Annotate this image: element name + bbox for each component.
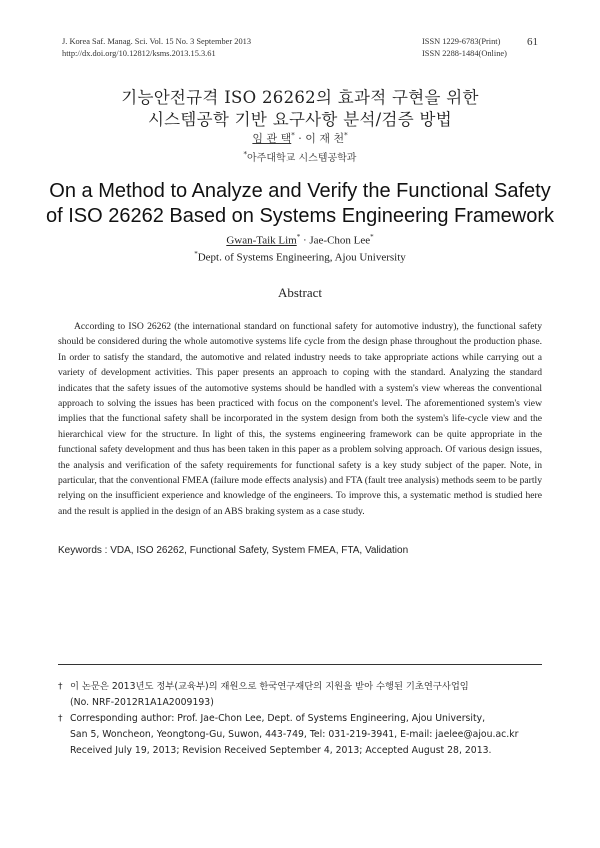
english-authors [0, 233, 600, 247]
footnote-divider [58, 664, 542, 665]
korean-affil-mark: * [243, 150, 248, 159]
english-author1-mark: * [296, 233, 301, 241]
english-author2: Jae-Chon Lee [309, 234, 371, 247]
footnote-corresponding-line2: San 5, Woncheon, Yeongtong-Gu, Suwon, 443-749, Tel: 031-219-3941, E-mail: jaelee@ajou.ac.kr [70, 729, 519, 741]
abstract-body: According to ISO 26262 (the international standard on functional safety for automotive industry), the functional safety should be considered during the whole automotive systems life cycle from the design phase throughout the production phase. In order to satisfy the standard, the automotive and related industry needs to take appropriate actions while carrying out a variety of development activities. This paper presents an approach to coping with the standard. Analyzing the standard indicates that the safety issues of the automotive systems should be handled with a system's view whereas the conventional approach to solving the issues has been practiced with focus on the component's level. The aforementioned system's view implies that the functional safety shall be incorporated in the system design from both the system's life-cycle view and the hierarchical view for the structure. In light of this, the systems engineering framework can be quite appropriate in the functional safety development and thus has been taken in this paper as a problem solving approach. Of various design issues, the analysis and verification of the safety requirements for functional safety is a key study subject of the paper. Note, in particular, that the conventional FMEA (failure mode effects analysis) and FTA (fault tree analysis) methods seem to be partly relying on the insufficient experience and knowledge of the engineers. To improve this, a systematic method is studied here and the result is applied in the design of an ABS braking system as a case study. [58, 321, 542, 517]
korean-author1-mark: * [291, 131, 295, 140]
english-affil-mark: * [194, 250, 198, 258]
korean-author1: 임 관 택 [252, 132, 292, 145]
korean-title-line2: 시스템공학 기반 요구사항 분석/검증 방법 [147, 110, 453, 129]
english-affiliation [0, 250, 600, 264]
abstract-heading: Abstract [277, 285, 323, 300]
footnote-funding-line1: 이 논문은 2013년도 정부(교육부)의 재원으로 한국연구재단의 지원을 받아 수행된 기초연구사업임 [70, 681, 469, 692]
footnote-funding [58, 679, 548, 711]
issn-online: ISSN 2288-1484(Online) [422, 49, 507, 58]
keywords: Keywords : VDA, ISO 26262, Functional Safety, System FMEA, FTA, Validation [58, 545, 409, 556]
issn-print: ISSN 1229-6783(Print) [422, 37, 501, 46]
korean-authors [0, 130, 600, 146]
journal-citation: J. Korea Saf. Manag. Sci. Vol. 15 No. 3 September 2013 [62, 37, 252, 46]
running-header-right [422, 36, 507, 60]
english-title-line2: of ISO 26262 Based on Systems Engineering Framework [45, 205, 555, 227]
english-title-line1: On a Method to Analyze and Verify the Functional Safety [49, 180, 551, 202]
running-header-left [62, 36, 251, 60]
korean-affil-text: 아주대학교 시스템공학과 [247, 153, 357, 164]
footnote-corresponding-line1: Corresponding author: Prof. Jae-Chon Lee, Dept. of Systems Engineering, Ajou University, [70, 713, 486, 724]
korean-author2-mark: * [344, 131, 348, 140]
doi-link[interactable]: http://dx.doi.org/10.12812/ksms.2013.15.3.61 [62, 49, 216, 58]
english-author-separator: · [300, 234, 310, 247]
footnote-received-dates: Received July 19, 2013; Revision Received September 4, 2013; Accepted August 28, 2013. [70, 744, 492, 756]
english-affil-text: Dept. of Systems Engineering, Ajou University [197, 251, 406, 264]
korean-affiliation [0, 149, 600, 164]
dagger-mark-1: † [58, 682, 63, 692]
footnote-funding-line2: (No. NRF-2012R1A1A2009193) [70, 697, 214, 709]
dagger-mark-2: † [58, 714, 63, 724]
korean-author-separator: · [294, 132, 306, 145]
english-author1: Gwan-Taik Lim [226, 234, 297, 247]
korean-author2: 이 재 천 [305, 132, 345, 145]
korean-title-line1: 기능안전규격 ISO 26262의 효과적 구현을 위한 [121, 88, 479, 107]
english-author2-mark: * [370, 233, 374, 241]
footnote-corresponding [58, 711, 548, 758]
page-number: 61 [527, 36, 538, 48]
